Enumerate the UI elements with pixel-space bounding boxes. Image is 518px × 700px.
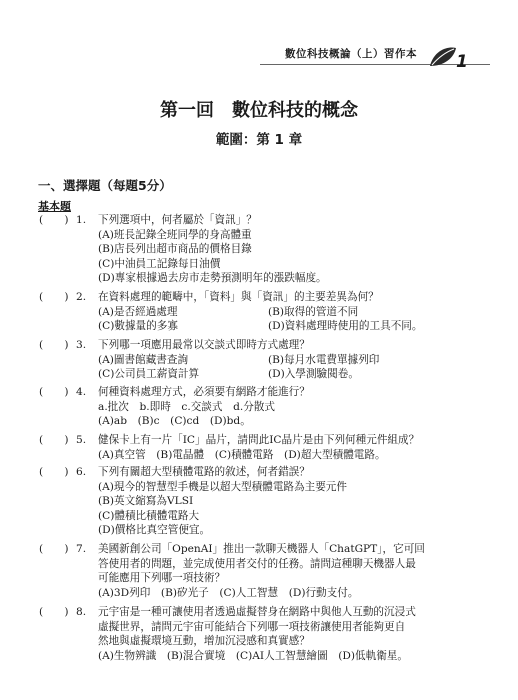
question-stem: 然地與虛擬環境互動，增加沉浸感和真實感？ — [98, 635, 310, 648]
question-number: 2. — [76, 291, 87, 303]
options-line: (A)真空管 (B)電晶體 (C)積體電路 (D)超大型積體電路。 — [98, 448, 386, 461]
option-a: (A)班長記錄全班同學的身高體重 — [98, 228, 252, 241]
options-line: (A)3D列印 (B)矽光子 (C)人工智慧 (D)行動支付。 — [98, 586, 359, 599]
answer-blank[interactable]: ( ) — [39, 543, 69, 555]
question-stem: 在資料處理的範疇中，「資料」與「資訊」的主要差異為何？ — [98, 291, 379, 303]
answer-blank[interactable]: ( ) — [39, 606, 69, 618]
question-stem: 元宇宙是一種可讓使用者透過虛擬替身在網路中與他人互動的沉浸式 — [98, 606, 416, 618]
leaf-icon — [428, 44, 458, 70]
option-b: (B)店長列出超市商品的價格目錄 — [98, 243, 252, 256]
question-number: 1. — [76, 214, 87, 226]
question-stem: 何種資料處理方式，必須要有網路才能進行？ — [98, 386, 310, 398]
option-a: (A)圖書館藏書查詢 — [98, 353, 189, 366]
question-stem: 虛擬世界，請問元宇宙可能結合下列哪一項技術讓使用者能夠更自 — [98, 620, 406, 633]
option-a: (A)現今的智慧型手機是以超大型積體電路為主要元件 — [98, 480, 347, 493]
answer-blank[interactable]: ( ) — [39, 214, 69, 226]
question-stem: 美國新創公司「OpenAI」推出一款聊天機器人「ChatGPT」，它可回 — [98, 543, 425, 555]
option-b: (B)每月水電費單據列印 — [268, 353, 380, 366]
page-title: 第一回 數位科技的概念 — [160, 100, 358, 121]
question-stem: 下列哪一項應用最常以交談式即時方式處理？ — [98, 339, 310, 351]
question-stem: 答使用者的問題，並完成使用者交付的任務。請問這種聊天機器人最 — [98, 557, 416, 570]
question-number: 3. — [76, 339, 87, 351]
answer-blank[interactable]: ( ) — [39, 291, 69, 303]
option-c: (C)數據量的多寡 — [98, 320, 178, 333]
page-number: 1 — [456, 52, 468, 72]
option-d: (D)入學測驗閱卷。 — [268, 368, 359, 381]
option-a: (A)是否經過處理 — [98, 305, 178, 318]
basic-label: 基本題 — [38, 200, 71, 213]
chapter-scope: 範圍：第 1 章 — [215, 132, 303, 148]
header-title: 數位科技概論（上）習作本 — [285, 48, 417, 60]
option-c: (C)體積比積體電路大 — [98, 509, 200, 522]
option-c: (C)中油員工記錄每日油價 — [98, 257, 221, 270]
question-number: 7. — [76, 543, 87, 555]
question-number: 8. — [76, 606, 87, 618]
question-stem: 下列選項中，何者屬於「資訊」？ — [98, 214, 257, 226]
question-stem-items: a.批次 b.即時 c.交談式 d.分散式 — [98, 400, 275, 413]
answer-blank[interactable]: ( ) — [39, 466, 69, 478]
section-heading: 一、選擇題（每題5分） — [38, 178, 172, 193]
answer-blank[interactable]: ( ) — [39, 434, 69, 446]
question-stem: 可能應用下列哪一項技術？ — [98, 572, 226, 585]
question-number: 6. — [76, 466, 87, 478]
option-c: (C)公司員工薪資計算 — [98, 368, 200, 381]
option-b: (B)英文縮寫為VLSI — [98, 495, 194, 508]
option-d: (D)價格比真空管便宜。 — [98, 524, 211, 537]
page-header — [0, 0, 518, 90]
option-d: (D)專家根據過去房市走勢預測明年的漲跌幅度。 — [98, 272, 327, 285]
option-b: (B)取得的管道不同 — [268, 305, 359, 318]
question-number: 4. — [76, 386, 87, 398]
option-d: (D)資料處理時使用的工具不同。 — [268, 320, 423, 333]
options-line: (A)ab (B)c (C)cd (D)bd。 — [98, 415, 251, 428]
options-line: (A)生物辨識 (B)混合實境 (C)AI人工智慧繪圖 (D)低軌衛星。 — [98, 649, 408, 662]
answer-blank[interactable]: ( ) — [39, 386, 69, 398]
answer-blank[interactable]: ( ) — [39, 339, 69, 351]
question-stem: 健保卡上有一片「IC」晶片，請問此IC晶片是由下列何種元件組成？ — [98, 434, 420, 446]
question-stem: 下列有關超大型積體電路的敘述，何者錯誤？ — [98, 466, 310, 478]
question-number: 5. — [76, 434, 87, 446]
